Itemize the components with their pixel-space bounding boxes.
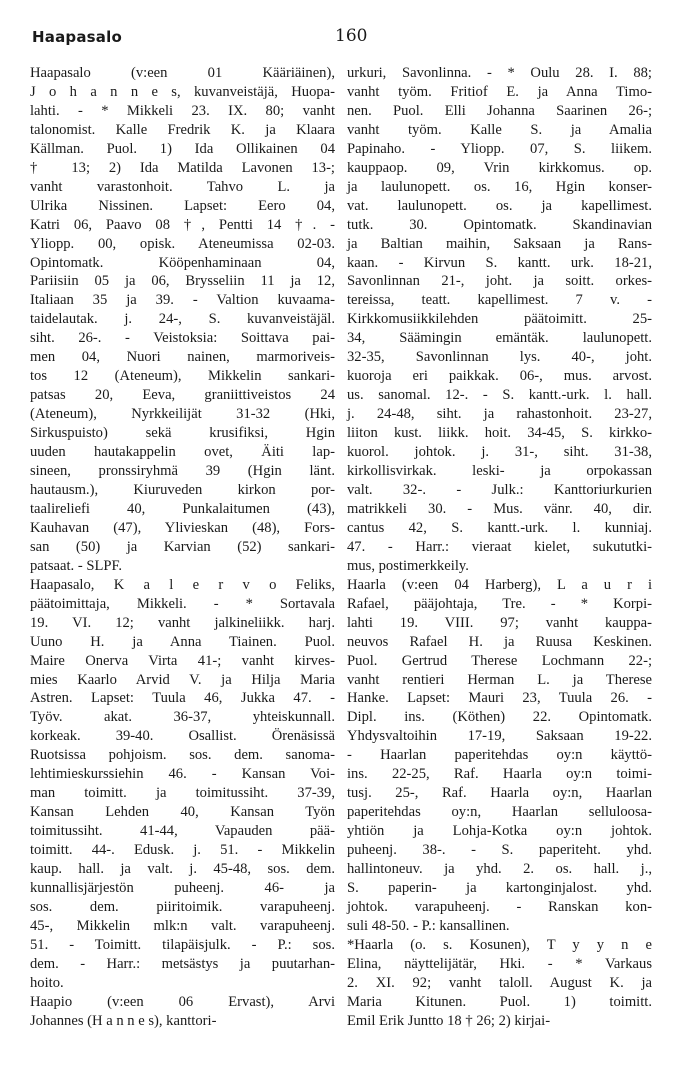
text-line: siht. 26-. - Veistoksia: Soittava pai- [30,330,335,347]
text-line: man toimitt. ja toimitussiht. 37-39, [30,785,335,802]
text-line: Uuno H. ja Anna Tiainen. Puol. [30,633,335,650]
text-line: ins. 22-25, Raf. Haarla oy:n toimi- [347,766,652,783]
text-line: liiton kust. liikk. hoit. 34-45, S. kirkko- [347,425,652,442]
text-line: us. sanomal. 12-. - S. kantt.-urk. l. hall. [347,387,652,404]
text-line: yhtiön ja Lohja-Kotka oy:n johtok. [347,823,652,840]
text-line: tereissa, teatt. kapellimest. 7 v. - [347,292,652,309]
text-line: Haapasalo, K a l e r v o Feliks, [30,576,335,593]
text-line: kaan. - Kirvun S. kantt. urk. 18-21, [347,254,652,271]
text-line: kuoroja eri paikkak. 06-, mus. arvost. [347,368,652,385]
text-line: 47. - Harr.: vieraat kielet, sukututki- [347,538,652,555]
text-line: matrikkeli 30. - Mus. vänr. 40, dir. [347,500,652,517]
text-line: vanht työm. Fritiof E. ja Anna Timo- [347,83,652,100]
text-line: san (50) ja Karvian (52) sankari- [30,538,335,555]
text-line: kuorol. johtok. j. 31-, siht. 31-38, [347,444,652,461]
text-line: nen. Puol. Elli Johanna Saarinen 26-; [347,102,652,119]
running-head: Haapasalo [32,28,122,46]
text-line: kaup. hall. ja valt. j. 45-48, sos. dem. [30,861,335,878]
text-line: talonomist. Kalle Fredrik K. ja Klaara [30,121,335,138]
text-line: lahti. - * Mikkeli 23. IX. 80; vanht [30,102,335,119]
text-line: Sirkuspuisto) sekä krusifiksi, Hgin [30,425,335,442]
text-line: toimitt. 44-. Edusk. j. 51. - Mikkelin [30,842,335,859]
page-number: 160 [335,26,368,46]
text-line: puheenj. 38-. - S. paperiteht. yhd. [347,842,652,859]
text-line: Pariisiin 05 ja 06, Brysseliin 11 ja 12, [30,273,335,290]
text-line: taalireliefi 40, Punkalaitumen (43), [30,500,335,517]
left-column [30,64,335,1031]
text-line: urkuri, Savonlinna. - * Oulu 28. I. 88; [347,65,652,81]
text-line: taidelautak. j. 24-, S. kuvanveistäjäl. [30,311,335,328]
text-line: paperitehdas oy:n, Haarlan selluloosa- [347,804,652,821]
text-line: Rafael, pääjohtaja, Tre. - * Korpi- [347,595,652,612]
text-line: Kansan Lehden 40, Kansan Työn [30,804,335,821]
text-line: 32-35, Savonlinnan lys. 40-, joht. [347,349,652,366]
text-line: Italiaan 35 ja 39. - Valtion kuvaama- [30,292,335,309]
text-line: Hanke. Lapset: Mauri 23, Tuula 26. - [347,690,652,707]
text-line: lehtimieskurssiehin 46. - Kansan Voi- [30,766,335,783]
text-line: sos. dem. piiritoimik. varapuheenj. [30,898,335,915]
text-line: J o h a n n e s, kuvanveistäjä, Huopa- [30,83,335,100]
text-line: cantus 42, S. kantt.-urk. l. kunniaj. [347,519,652,536]
text-line: patsas 20, Eeva, graniittiveistos 24 [30,387,335,404]
text-line: uuden hautakappelin ovet, Äiti lap- [30,444,335,461]
text-line: Källman. Puol. 1) Ida Ollikainen 04 [30,140,335,157]
text-line: kunnallisjärjestön puheenj. 46- ja [30,879,335,896]
text-line: vat. laulunopett. os. ja kapellimest. [347,197,652,214]
text-line: Dipl. ins. (Köthen) 22. Opintomatk. [347,709,652,726]
text-line: patsaat. - SLPF. [30,557,123,574]
text-line: päätoimittaja, Mikkeli. - * Sortavala [30,595,335,612]
text-line: suli 48-50. - P.: kansallinen. [347,917,510,934]
text-line: Savonlinnan 21-, joht. ja soitt. orkes- [347,273,652,290]
text-line: S. paperin- ja kartonginjalost. yhd. [347,879,652,896]
text-line: Haapasalo (v:een 01 Kääriäinen), [30,65,335,81]
text-line: dem. - Harr.: metsästys ja puutarhan- [30,955,335,972]
text-line: 45-, Mikkelin mlk:n valt. varapuheenj. [30,917,335,934]
text-columns [30,64,650,1054]
text-line: *Haarla (o. s. Kosunen), T y y n e [347,936,652,953]
text-line: Elina, näyttelijätär, Hki. - * Varkaus [347,955,652,972]
text-line: hallintoneuv. ja yhd. 2. os. hall. j., [347,861,652,878]
text-line: - Haarlan paperitehdas oy:n käyttö- [347,747,652,764]
text-line: Opintomatk. Kööpenhaminaan 04, [30,254,335,271]
text-line: mus, postimerkkeily. [347,557,469,574]
text-line: tos 12 (Ateneum), Mikkelin sankari- [30,368,335,385]
text-line: tusj. 25-, Raf. Haarla oy:n, Haarlan [347,785,652,802]
text-line: (Ateneum), Nyrkkeilijät 31-32 (Hki, [30,406,335,423]
text-line: neuvos Rafael H. ja Ruusa Keskinen. [347,633,652,650]
text-line: Kauhavan (47), Ylivieskan (48), Fors- [30,519,335,536]
text-line: 34, Säämingin emäntäk. laulunopett. [347,330,652,347]
text-line: Kirkkomusiikkilehden päätoimitt. 25- [347,311,652,328]
text-line: † 13; 2) Ida Matilda Lavonen 13-; [30,159,335,176]
text-line: johtok. varapuheenj. - Ranskan kon- [347,898,652,915]
page-header [30,28,650,52]
text-line: Katri 06, Paavo 08 †, Pentti 14 †. - [30,216,335,233]
text-line: 51. - Toimitt. tilapäisjulk. - P.: sos. [30,936,335,953]
text-line: 2. XI. 92; vanht taloll. August K. ja [347,974,652,991]
text-line: kirkollisvirkak. leski- ja orpokassan [347,463,652,480]
text-line: Maire Onerva Virta 41-; vanht kirves- [30,652,335,669]
text-line: hautausm.), Kiuruveden kirkon por- [30,481,335,498]
text-line: korkeak. 39-40. Osallist. Örenäsissä [30,728,335,745]
right-column [347,64,652,1031]
text-line: ja Baltian maihin, Saksaan ja Rans- [347,235,652,252]
text-line: Astren. Lapset: Tuula 46, Jukka 47. - [30,690,335,707]
text-line: Haarla (v:een 04 Harberg), L a u r i [347,576,652,593]
text-line: 19. VI. 12; vanht jalkineliikk. harj. [30,614,335,631]
text-line: Haapio (v:een 06 Ervast), Arvi [30,993,335,1010]
text-line: Yhdysvaltoihin 17-19, Saksaan 19-22. [347,728,652,745]
text-line: mies Kaarlo Arvid V. ja Hilja Maria [30,671,335,688]
text-line: vanht varastonhoit. Tahvo L. ja [30,178,335,195]
text-line: j. 24-48, siht. ja rahastonhoit. 23-27, [347,406,652,423]
text-line: Emil Erik Juntto 18 † 26; 2) kirjai- [347,1012,551,1029]
text-line: Ruotsissa pohjoism. sos. dem. sanoma- [30,747,335,764]
text-line: vanht rentieri Herman L. ja Therese [347,671,652,688]
text-line: Yliopp. 00, opisk. Ateneumissa 02-03. [30,235,335,252]
text-line: valt. 32-. - Julk.: Kanttoriurkurien [347,481,652,498]
text-line: kauppaop. 09, Vrin kirkkomus. op. [347,159,652,176]
text-line: toimitussiht. 41-44, Vapauden pää- [30,823,335,840]
text-line: tutk. 30. Opintomatk. Skandinavian [347,216,652,233]
text-line: Maria Kitunen. Puol. 1) toimitt. [347,993,652,1010]
text-line: hoito. [30,974,64,991]
text-line: lahti 19. VIII. 97; vanht kauppa- [347,614,652,631]
text-line: Puol. Gertrud Therese Lochmann 22-; [347,652,652,669]
text-line: Papinaho. - Yliopp. 07, S. liikem. [347,140,652,157]
text-line: sineen, pronssiryhmä 39 (Hgin länt. [30,463,335,480]
text-line: Johannes (H a n n e s), kanttori- [30,1012,217,1029]
text-line: Ulrika Nissinen. Lapset: Eero 04, [30,197,335,214]
text-line: vanht työm. Kalle S. ja Amalia [347,121,652,138]
text-line: Työv. akat. 36-37, yhteiskunnall. [30,709,335,726]
text-line: men 04, Nuori nainen, marmoriveis- [30,349,335,366]
text-line: ja laulunopett. os. 16, Hgin konser- [347,178,652,195]
